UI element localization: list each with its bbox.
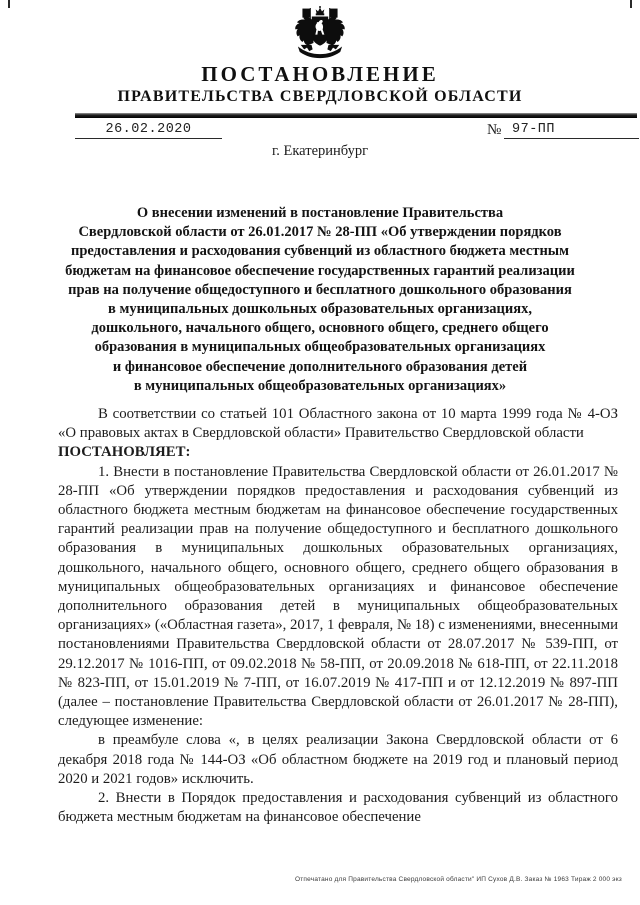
subject-line: образования в муниципальных общеобразовательных организациях: [94, 339, 546, 356]
preamble-paragraph: В соответствии со статьей 101 Областного закона от 10 марта 1999 года № 4-ОЗ «О правовых актах в Свердловской области» Правительство Свердловской области: [58, 406, 618, 442]
clause-2-paragraph: 2. Внести в Порядок предоставления и расходования субвенций из областного бюджета местным бюджетам на финансовое обеспечение: [58, 790, 618, 826]
subject-line: в муниципальных дошкольных образовательных организациях,: [108, 301, 532, 318]
document-subject: [20, 204, 620, 396]
number-value: 97-ПП: [512, 122, 556, 137]
subject-line: О внесении изменений в постановление Правительства: [136, 205, 504, 221]
date-value: 26.02.2020: [105, 122, 192, 137]
date-field: [75, 119, 222, 139]
date-number-row: [0, 118, 640, 139]
coat-of-arms-sverdlovsk-icon: [286, 5, 354, 62]
subject-line: прав на получение общедоступного и бесплатного дошкольного образования: [68, 281, 572, 298]
subject-line: предоставления и расходования субвенций из областного бюджета местным: [71, 243, 569, 260]
resolves-heading: ПОСТАНОВЛЯЕТ:: [58, 444, 191, 461]
subject-line: Свердловской области от 26.01.2017 № 28-ПП «Об утверждении порядков: [78, 224, 562, 241]
place-of-issue: г. Екатеринбург: [271, 143, 369, 159]
subject-line: в муниципальных общеобразовательных организациях»: [133, 377, 507, 394]
number-field: [504, 119, 639, 139]
number-label: №: [487, 122, 502, 138]
clause-1-paragraph: 1. Внести в постановление Правительства Свердловской области от 26.01.2017 № 28-ПП «Об утверждении порядков предоставления и расходования субвенций из областного бюджета местным бюджетам на финансовое обеспечение государственных гарантий реализации прав на получение общедоступного и бесплатного дошкольного образования в муниципальных дошкольных образовательных организациях, дошкольного, начального общего, основного общего, среднего общего образования в муниципальных общеобразовательных организациях и финансовое обеспечение дополнительного образования детей в муниципальных общеобразовательных организациях» («Областная газета», 2017, 1 февраля, № 18) с изменениями, внесенными постановлениями Правительства Свердловской области от 28.07.2017 № 539-ПП, от 29.12.2017 № 1016-ПП, от 09.02.2018 № 58-ПП, от 20.09.2018 № 618-ПП, от 22.11.2018 № 823-ПП, от 15.01.2019 № 7-ПП, от 16.07.2019 № 417-ПП и от 12.12.2019 № 897-ПП (далее – постановление Правительства Свердловской области от 26.01.2017 № 28-ПП), следующее изменение:: [58, 463, 618, 730]
scan-mark-right: [630, 0, 632, 8]
subject-line: и финансовое обеспечение дополнительного образования детей: [112, 358, 528, 375]
issuing-authority: ПРАВИТЕЛЬСТВА СВЕРДЛОВСКОЙ ОБЛАСТИ: [117, 88, 523, 105]
print-imprint: Отпечатано для Правительства Свердловской области" ИП Сухов Д.В. Заказ № 1963 Тираж 2 000 экз: [295, 876, 622, 883]
subject-line: дошкольного, начального общего, основного общего, среднего общего: [91, 320, 549, 337]
document-type-title: ПОСТАНОВЛЕНИЕ: [201, 62, 439, 86]
scan-mark-left: [8, 0, 10, 8]
clause-1-amendment-paragraph: в преамбуле слова «, в целях реализации Закона Свердловской области от 6 декабря 2018 года № 144-ОЗ «Об областном бюджете на 2019 год и плановый период 2020 и 2021 годов» исключить.: [58, 732, 618, 787]
document-body: [58, 405, 618, 827]
subject-line: бюджетам на финансовое обеспечение государственных гарантий реализации: [65, 262, 575, 279]
